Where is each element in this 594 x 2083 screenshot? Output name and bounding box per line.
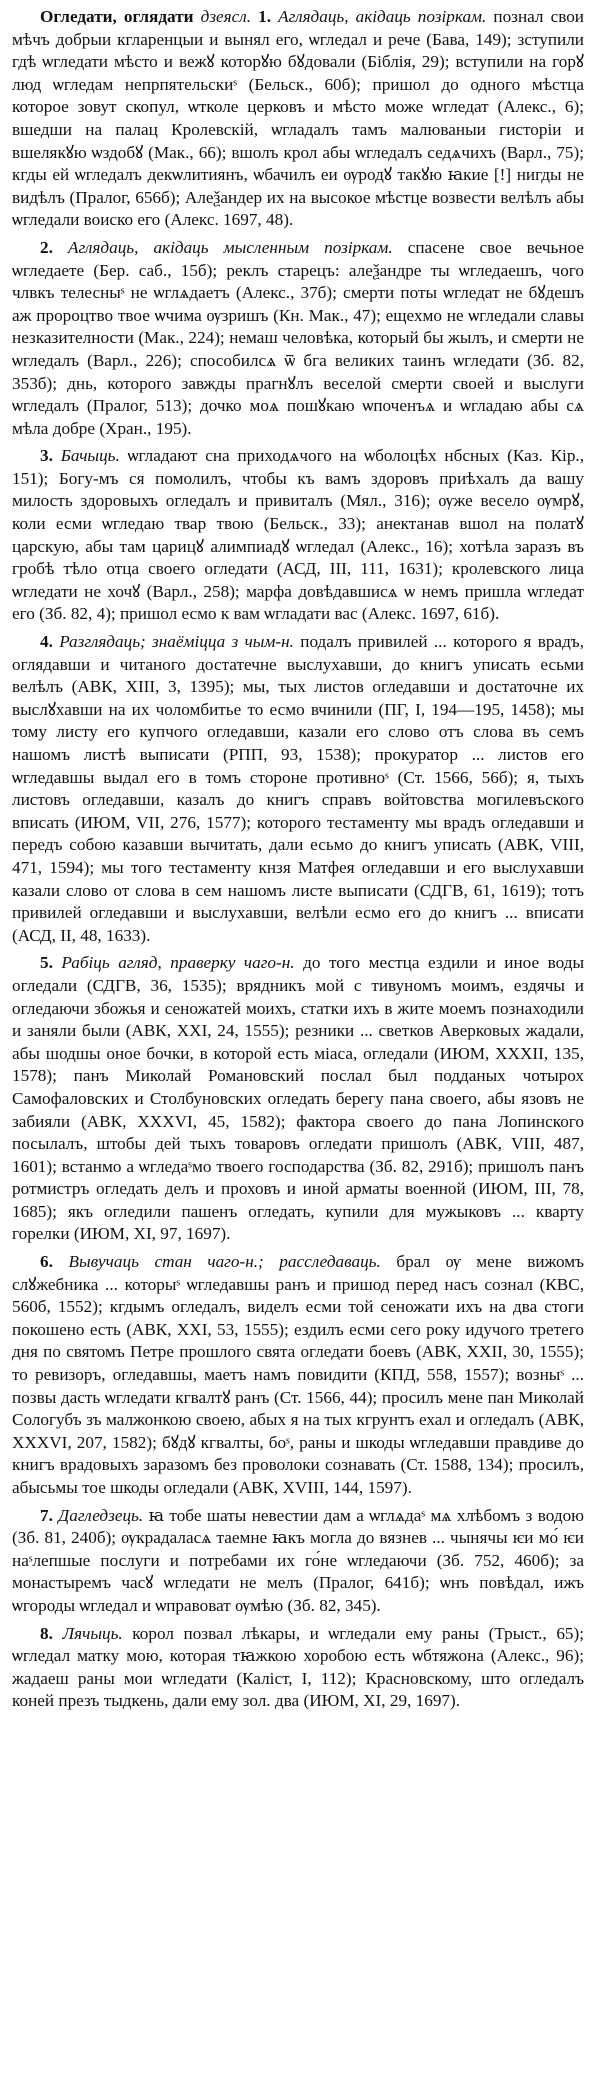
sense-text: спасене свое вечьное ѡгледаете (Бер. саб., 15б); реклъ старецъ: алеѯандре ты ѡгледаешъ, чого члвкъ телесныˢ не ѡглѧдаетъ (Алекс., 37б); смерти поты ѡгледат не бꙋдешъ аж пророцтво твое ѡчима ѹзришъ (Кн. Мак., 47); ещехмо не ѡгледали славы незказителности (Мак., 224); немаш человѣка, который бы жылъ, и смерти не ѡгледалъ (Варл., 226); способилсѧ ѿ бга великих таинъ ѡгледати (Зб. 82, 353б); днь, которого завжды прагнꙋлъ веселой смерти своей и выслуги ѡгледалъ (Пралог, 513); дочко моѧ пошꙋкаю ѡпоченъѧ и ѡгладаю абы сѧ мѣла добре (Хран., 195). xyxy=(12,237,584,438)
sense-4 xyxy=(12,631,584,947)
sense-7 xyxy=(12,1505,584,1618)
sense-text: корол позвал лѣкары, и ѡгледали ему раны (Трыст., 65); ѡгледал матку мою, которая тꙗжкою хоробою есть ѡбтяжона (Алекс., 96); жадаеш раны мои ѡгледати (Каліст, I, 112); Красновскому, што огледалъ коней презъ тыдкень, дали ему зол. два (ИЮМ, XI, 29, 1697). xyxy=(12,1623,585,1711)
sense-number: 4. xyxy=(40,632,53,652)
sense-number: 6. xyxy=(40,1252,53,1272)
entry-headword: Огледати, оглядати xyxy=(40,7,194,26)
sense-text: познал свои мѣчъ добрыи кгларенцыи и вынял его, ѡгледал и рече (Бава, 149); зступили гдѣ ѡгледати мѣсто и вежꙋ которꙋю бꙋдовали (Біблія, 29); вступили на горꙋ люд ѡгледам непрпятельскиˢ (Бельск., 60б); пришол до одного мѣстца которое зовут скопул, ѡтколе церковъ и мѣсто може ѡгледат (Алекс., 6); вшедши на палац Кролевскій, ѡгладалъ тамъ малюваныи гисторіи и вшелякꙋю ѡздобꙋ (Мак., 66); вшолъ крол абы ѡгледалъ седѧчихъ (Варл., 75); кгды ей ѡгледалъ декѡлитиянъ, ѡбачилъ еи ѹродꙋ такꙋю ꙗкие [!] нигды не видѣлъ (Пралог, 656б); Алеѯандер их на высокое мѣстце возвести велѣлъ абы ѡгледали воиско его (Алекс. 1697, 48). xyxy=(12,7,584,230)
dictionary-entry xyxy=(12,6,584,1713)
sense-1 xyxy=(12,6,584,232)
sense-number: 5. xyxy=(40,953,53,973)
sense-text: брал ѹ мене вижомъ слꙋжебника ... которыˢ ѡгледавшы ранъ и пришод перед насъ сознал (КВС, 560б, 1552); кгдымъ огледалъ, виделъ есми той сеножати ихъ на два стоги покошено есть (АВК, XXI, 53, 1555); ездилъ есми сего року идучого третего дня по святомъ Петре прошлого свята огледати боевъ (АВК, XXII, 30, 1555); то ревизоръ, огледавшы, маетъ намъ повидити (КПД, 558, 1557); возныˢ ... позвы дасть ѡгледати кгвалтꙋ ранъ (Ст. 1566, 44); просилъ мене пан Миколай Сологубъ зъ малжонкою своею, абых я на тых кгрунтъ ехал и огледалъ (АВК, XXXVI, 207, 1582); бꙋдꙋ кгвалты, боˢ, раны и шкоды ѡгледавши правдиве до книгъ врадовыхъ заразомъ без проволоки сознавать (Ст. 1588, 134); просилъ, абысьмы тое шкоды огледали (АВК, XVIII, 144, 1597). xyxy=(12,1252,584,1497)
sense-6 xyxy=(12,1251,584,1500)
sense-gloss: Аглядаць, акідаць мысленным позіркам. xyxy=(67,237,393,257)
sense-number: 7. xyxy=(40,1505,53,1525)
sense-8 xyxy=(12,1623,584,1713)
sense-number: 2. xyxy=(40,237,53,257)
sense-gloss: Аглядаць, акідаць позіркам. xyxy=(278,7,487,26)
sense-text: ꙗ тобе шаты невестии дам а ѡглѧдаˢ мѧ хлѣбомъ з водою (Зб. 81, 240б); ѹкрадаласѧ таемне ꙗкъ могла до вязнев ... чынячы ѥи мо́ ѥи наˢлепшые послуги и потребами их го́не ѡгледаючи (Зб. 752, 460б); за монастыремъ часꙋ ѡгледати не мелъ (Пралог, 641б); ѡнъ повѣдал, ижъ ѡгороды ѡгледал и ѡправоват ѹмѣю (Зб. 82, 345). xyxy=(12,1505,585,1615)
sense-5 xyxy=(12,952,584,1246)
sense-number: 1. xyxy=(258,7,272,26)
sense-2 xyxy=(12,237,584,440)
sense-gloss: Дагледзець. xyxy=(58,1505,144,1525)
sense-text: ѡгладают сна приходѧчого на ѡболоцѣх нбсных (Каз. Кір., 151); Богу-мъ ся помолилъ, чтобы къ вамъ здоровъ приѣхалъ да вашу милость здоровыхъ огледалъ и привиталъ (Мял., 316); ѹже весело ѹмрꙋ, коли есми ѡгледаю твар твою (Бельск., 33); анектанав вшол на полатꙋ царскую, абы там царицꙋ алимпиадꙋ ѡгледал (Алекс., 16); хотѣла заразъ въ гробѣ тѣло отца своего огледати (АСД, III, 111, 1631); кролевского лица ѡгледати не хочꙋ (Варл., 258); марфа довѣдавшисѧ ѡ немъ пришла ѡгледат его (Зб. 82, 4); пришол есмо к вам ѡгладати вас (Алекс. 1697, 61б). xyxy=(12,446,585,624)
sense-text: подалъ привилей ... которого я врадъ, оглядавши и читаного достатечне выслухавши, до книгъ уписать есьми велѣлъ (АВК, XIII, 3, 1395); мы, тых листов огледавши и достаточне их выслꙋхавши на их чоломбитье то есмо вчинили (ПГ, I, 194—195, 1458); мы тому листу его купчого огледавши, казали его слово отъ слова въ семъ нашомъ листѣ выписати (РПП, 93, 1538); прокуратор ... листов его ѡгледавшы выдал его в томъ стороне противноˢ (Ст. 1566, 56б); я, тыхъ листовъ огледавши, казалъ до книгъ справъ войтовства могилевъского вписать (ИЮМ, VII, 276, 1577); которого тестаменту мы врадъ огледавши и передъ собою казавши вычитать, дали есьмо до книгъ уписать (АВК, VIII, 471, 1594); мы того тестаменту кнзя Матфея огледавши и его выслухавши казали слово от слова в сем нашомъ листе выписати (СДГВ, 61, 1619); тотъ привилей огледавши и выслухавши, велѣли есмо его до книгъ ... вписати (АСД, II, 48, 1633). xyxy=(12,632,584,945)
sense-number: 8. xyxy=(40,1623,53,1643)
sense-gloss: Лячыць. xyxy=(62,1623,123,1643)
sense-number: 3. xyxy=(40,446,53,466)
sense-gloss: Рабіць агляд, праверку чаго-н. xyxy=(61,953,295,973)
sense-gloss: Разглядаць; знаёміцца з чым-н. xyxy=(59,632,294,652)
sense-text: до того местца ездили и иное воды огледали (СДГВ, 36, 1535); врядникъ мой с тивуномъ моимъ, ездячы и огледаючи збожья и сеножатей моихъ, статки ихъ в жите моемъ познаходили и заняли были (АВК, XXI, 24, 1555); резники ... светков Аверковых жадали, абы шодшы оное бочки, в которой есть міаса, огледали (ИЮМ, XXXII, 135, 1578); панъ Миколай Романовский послал был подданых чотырох Самофаловских и Столбуновских огледать берегу пана своего, абы язовъ не забияли (АВК, XXXVI, 45, 1582); фактора своего до пана Лопинского посылалъ, штобы дей тыхъ товаровъ огледати пришолъ (АВК, VIII, 487, 1601); встанмо а ѡгледаˢмо твоего господарства (Зб. 82, 291б); пришолъ панъ ротмистръ огледать делъ и проховъ и иной арматы военной (ИЮМ, III, 78, 1685); якъ огледили пашенъ огледать, купили для мужыковъ ... кварту горелки (ИЮМ, XI, 97, 1697). xyxy=(12,953,585,1244)
sense-gloss: Бачыць. xyxy=(60,446,120,466)
entry-grammar: дзеясл. xyxy=(200,7,252,26)
sense-gloss: Вывучаць стан чаго-н.; расследаваць. xyxy=(68,1252,381,1272)
sense-3 xyxy=(12,445,584,626)
